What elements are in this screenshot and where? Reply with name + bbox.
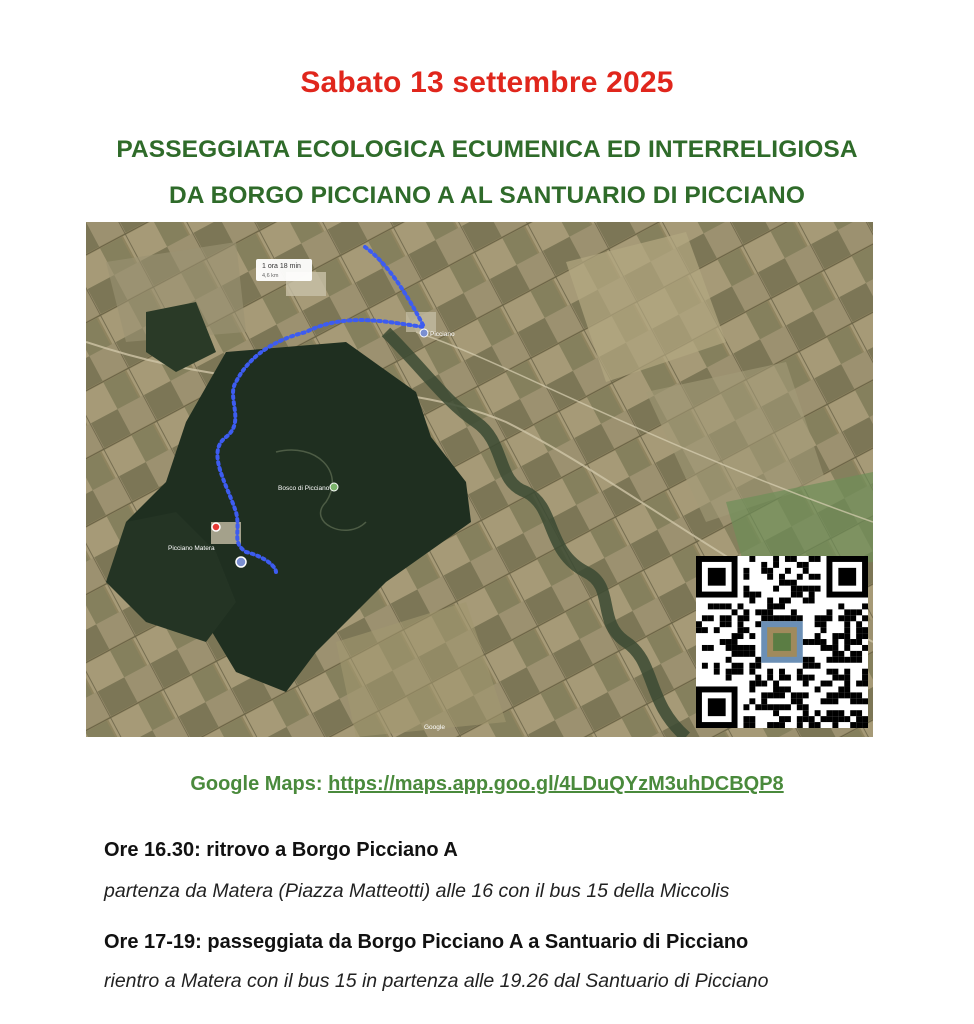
map-label-picciano-matera: Picciano Matera (168, 545, 215, 552)
route-tooltip-time: 1 ora 18 min (262, 263, 301, 270)
qr-code[interactable] (696, 556, 868, 728)
google-maps-label: Google Maps: (190, 773, 323, 795)
route-tooltip-distance: 4,6 km (262, 273, 279, 279)
qr-code-icon (696, 556, 868, 728)
map-label-bosco: Bosco di Picciano (278, 485, 330, 492)
schedule-time-1: Ore 16.30: ritrovo a Borgo Picciano A (104, 839, 458, 861)
schedule-time-2: Ore 17-19: passeggiata da Borgo Picciano A a Santuario di Picciano (104, 931, 749, 953)
google-maps-line (0, 773, 974, 796)
event-date: Sabato 13 settembre 2025 (300, 66, 674, 99)
schedule-note-1: partenza da Matera (Piazza Matteotti) alle 16 con il bus 15 della Miccolis (104, 880, 730, 902)
map-label-google: Google (424, 724, 445, 731)
schedule-note-2: rientro a Matera con il bus 15 in partenza alle 19.26 dal Santuario di Picciano (104, 970, 769, 992)
event-title-line1: PASSEGGIATA ECOLOGICA ECUMENICA ED INTERRELIGIOSA (116, 136, 858, 163)
google-maps-link[interactable]: https://maps.app.goo.gl/4LDuQYzM3uhDCBQP8 (328, 773, 784, 795)
event-title-line2: DA BORGO PICCIANO A AL SANTUARIO DI PICCIANO (169, 182, 805, 209)
satellite-map[interactable] (86, 222, 873, 737)
map-label-picciano: Picciano (430, 331, 455, 338)
